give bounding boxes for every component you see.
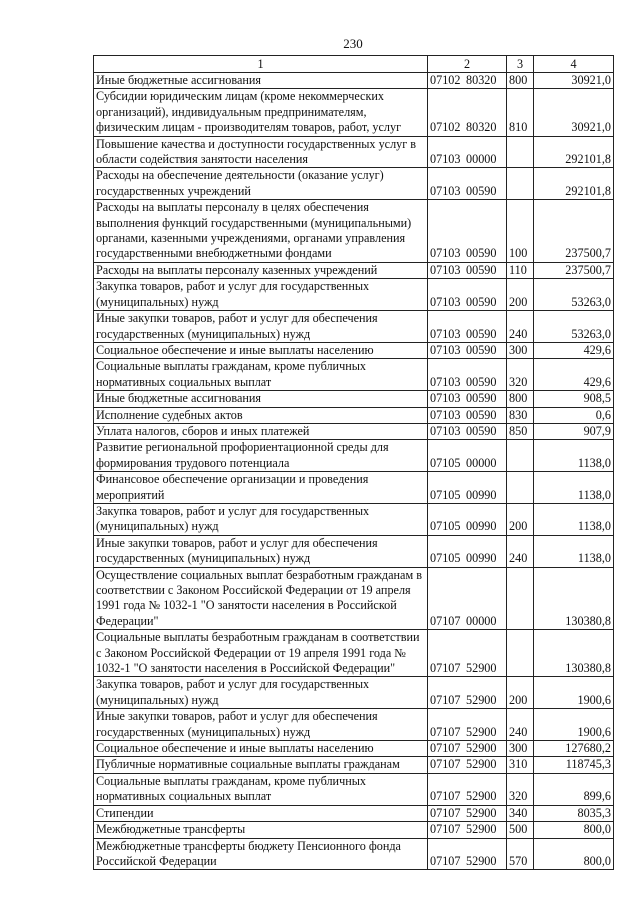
row-expense-kind: 240 [507, 311, 534, 343]
row-expense-kind [507, 567, 534, 630]
row-expense-kind: 300 [507, 342, 534, 358]
header-col-1: 1 [94, 56, 428, 73]
table-row [94, 200, 614, 263]
row-code [428, 136, 507, 168]
row-amount: 130380,8 [534, 630, 614, 677]
row-code-direction: 52900 [466, 757, 497, 772]
table-row [94, 279, 614, 311]
row-code-direction: 00590 [466, 183, 497, 198]
row-code [428, 773, 507, 805]
row-name: Развитие региональной профориентационной среды для формирования трудового потенциала [94, 440, 428, 472]
row-code [428, 311, 507, 343]
row-code-program: 07107 [430, 853, 461, 868]
row-expense-kind: 810 [507, 89, 534, 136]
row-code-program: 07107 [430, 789, 461, 804]
row-expense-kind: 850 [507, 423, 534, 439]
table-row [94, 535, 614, 567]
row-code-program: 07103 [430, 407, 461, 422]
row-amount: 127680,2 [534, 741, 614, 757]
row-code-direction: 80320 [466, 120, 497, 135]
row-name: Уплата налогов, сборов и иных платежей [94, 423, 428, 439]
row-code [428, 741, 507, 757]
row-code-program: 07103 [430, 262, 461, 277]
row-name: Социальное обеспечение и иные выплаты населению [94, 342, 428, 358]
row-expense-kind: 320 [507, 359, 534, 391]
row-amount: 1138,0 [534, 503, 614, 535]
row-code-program: 07103 [430, 326, 461, 341]
row-code-program: 07107 [430, 805, 461, 820]
row-amount: 429,6 [534, 359, 614, 391]
header-col-4: 4 [534, 56, 614, 73]
row-code-program: 07107 [430, 692, 461, 707]
row-name: Повышение качества и доступности государственных услуг в области содействия занятости населения [94, 136, 428, 168]
row-expense-kind: 320 [507, 773, 534, 805]
row-amount: 1900,6 [534, 677, 614, 709]
row-amount: 1138,0 [534, 535, 614, 567]
row-name: Иные закупки товаров, работ и услуг для обеспечения государственных (муниципальных) нужд [94, 311, 428, 343]
row-code-direction: 00990 [466, 551, 497, 566]
row-code-program: 07105 [430, 455, 461, 470]
row-code [428, 838, 507, 870]
row-code [428, 535, 507, 567]
table-row [94, 709, 614, 741]
row-code-program: 07107 [430, 757, 461, 772]
row-expense-kind [507, 440, 534, 472]
row-name: Социальные выплаты гражданам, кроме публичных нормативных социальных выплат [94, 773, 428, 805]
row-expense-kind: 300 [507, 741, 534, 757]
row-code-direction: 00590 [466, 423, 497, 438]
row-code-direction: 52900 [466, 789, 497, 804]
row-expense-kind: 240 [507, 535, 534, 567]
row-code-program: 07103 [430, 152, 461, 167]
row-name: Исполнение судебных актов [94, 407, 428, 423]
row-amount: 237500,7 [534, 262, 614, 278]
row-amount: 53263,0 [534, 311, 614, 343]
row-code-program: 07103 [430, 423, 461, 438]
row-code-direction: 52900 [466, 853, 497, 868]
row-code [428, 423, 507, 439]
budget-table [93, 55, 614, 870]
row-code-direction: 52900 [466, 724, 497, 739]
row-code [428, 89, 507, 136]
table-row [94, 391, 614, 407]
row-code-program: 07103 [430, 374, 461, 389]
table-row [94, 262, 614, 278]
row-code-direction: 52900 [466, 822, 497, 837]
row-amount: 0,6 [534, 407, 614, 423]
page-number: 230 [343, 36, 363, 51]
row-code [428, 567, 507, 630]
row-code-direction: 00590 [466, 246, 497, 261]
row-code-direction: 52900 [466, 741, 497, 756]
row-code-direction: 00590 [466, 326, 497, 341]
row-code [428, 359, 507, 391]
row-name: Иные закупки товаров, работ и услуг для обеспечения государственных (муниципальных) нужд [94, 709, 428, 741]
row-code-direction: 52900 [466, 661, 497, 676]
row-code-direction: 00000 [466, 613, 497, 628]
row-code-program: 07107 [430, 724, 461, 739]
row-code [428, 630, 507, 677]
row-expense-kind [507, 472, 534, 504]
row-name: Закупка товаров, работ и услуг для государственных (муниципальных) нужд [94, 503, 428, 535]
row-name: Социальное обеспечение и иные выплаты населению [94, 741, 428, 757]
table-row [94, 773, 614, 805]
row-code [428, 757, 507, 773]
row-amount: 30921,0 [534, 73, 614, 89]
row-name: Межбюджетные трансферты бюджету Пенсионного фонда Российской Федерации [94, 838, 428, 870]
row-code-direction: 00590 [466, 407, 497, 422]
table-header-row [94, 56, 614, 73]
row-amount: 30921,0 [534, 89, 614, 136]
row-expense-kind: 200 [507, 279, 534, 311]
row-code [428, 391, 507, 407]
table-row [94, 805, 614, 821]
row-expense-kind: 830 [507, 407, 534, 423]
row-amount: 292101,8 [534, 168, 614, 200]
row-code-program: 07103 [430, 391, 461, 406]
row-code-program: 07102 [430, 73, 461, 87]
table-row [94, 73, 614, 89]
table-row [94, 503, 614, 535]
table-row [94, 311, 614, 343]
table-row [94, 757, 614, 773]
row-code [428, 709, 507, 741]
row-name: Закупка товаров, работ и услуг для государственных (муниципальных) нужд [94, 677, 428, 709]
row-code [428, 805, 507, 821]
row-code-direction: 00590 [466, 294, 497, 309]
row-code-direction: 00990 [466, 487, 497, 502]
row-code [428, 822, 507, 838]
table-row [94, 407, 614, 423]
row-name: Расходы на выплаты персоналу в целях обеспечения выполнения функций государственными (муниципальными) органами, казенными учреждениями, органами управления государственными внебюджетными фондами [94, 200, 428, 263]
row-code [428, 677, 507, 709]
row-expense-kind: 200 [507, 503, 534, 535]
row-code-direction: 52900 [466, 692, 497, 707]
table-row [94, 440, 614, 472]
table-row [94, 423, 614, 439]
row-code-program: 07105 [430, 487, 461, 502]
row-amount: 899,6 [534, 773, 614, 805]
row-code [428, 440, 507, 472]
row-code-program: 07107 [430, 661, 461, 676]
row-code-direction: 00990 [466, 519, 497, 534]
row-code-program: 07103 [430, 183, 461, 198]
row-code-direction: 00590 [466, 342, 497, 357]
row-code [428, 262, 507, 278]
row-code-direction: 00000 [466, 152, 497, 167]
header-col-2: 2 [428, 56, 507, 73]
row-code-program: 07103 [430, 246, 461, 261]
table-row [94, 472, 614, 504]
row-name: Социальные выплаты гражданам, кроме публичных нормативных социальных выплат [94, 359, 428, 391]
row-amount: 130380,8 [534, 567, 614, 630]
row-code-program: 07107 [430, 822, 461, 837]
row-code-program: 07103 [430, 342, 461, 357]
row-code [428, 200, 507, 263]
row-expense-kind [507, 136, 534, 168]
table-row [94, 567, 614, 630]
row-amount: 8035,3 [534, 805, 614, 821]
row-expense-kind: 240 [507, 709, 534, 741]
row-name: Публичные нормативные социальные выплаты гражданам [94, 757, 428, 773]
row-name: Иные бюджетные ассигнования [94, 391, 428, 407]
row-expense-kind: 110 [507, 262, 534, 278]
table-row [94, 741, 614, 757]
table-row [94, 342, 614, 358]
row-code [428, 168, 507, 200]
row-code-direction: 52900 [466, 805, 497, 820]
table-row [94, 168, 614, 200]
row-name: Финансовое обеспечение организации и проведения мероприятий [94, 472, 428, 504]
row-code [428, 503, 507, 535]
row-name: Стипендии [94, 805, 428, 821]
table-row [94, 838, 614, 870]
row-code [428, 279, 507, 311]
row-amount: 237500,7 [534, 200, 614, 263]
row-code-direction: 00000 [466, 455, 497, 470]
row-amount: 292101,8 [534, 136, 614, 168]
row-name: Социальные выплаты безработным гражданам в соответствии с Законом Российской Федерации от 19 апреля 1991 года № 1032-1 "О занятости населения в Российской Федерации" [94, 630, 428, 677]
row-code-program: 07107 [430, 613, 461, 628]
row-expense-kind: 570 [507, 838, 534, 870]
row-code [428, 472, 507, 504]
table-row [94, 677, 614, 709]
row-expense-kind: 800 [507, 73, 534, 89]
row-amount: 118745,3 [534, 757, 614, 773]
row-amount: 53263,0 [534, 279, 614, 311]
row-code-program: 07105 [430, 519, 461, 534]
row-expense-kind: 340 [507, 805, 534, 821]
table-row [94, 359, 614, 391]
row-name: Субсидии юридическим лицам (кроме некоммерческих организаций), индивидуальным предпринимателям, физическим лицам - производителям товаров, работ, услуг [94, 89, 428, 136]
row-name: Иные бюджетные ассигнования [94, 73, 428, 89]
row-code-direction: 80320 [466, 73, 497, 87]
row-expense-kind [507, 168, 534, 200]
row-amount: 429,6 [534, 342, 614, 358]
row-name: Иные закупки товаров, работ и услуг для обеспечения государственных (муниципальных) нужд [94, 535, 428, 567]
row-code-direction: 00590 [466, 374, 497, 389]
row-code [428, 73, 507, 89]
row-amount: 1138,0 [534, 472, 614, 504]
row-code-program: 07105 [430, 551, 461, 566]
row-amount: 800,0 [534, 838, 614, 870]
row-expense-kind: 310 [507, 757, 534, 773]
row-code-program: 07103 [430, 294, 461, 309]
row-amount: 908,5 [534, 391, 614, 407]
table-row [94, 630, 614, 677]
row-code-program: 07107 [430, 741, 461, 756]
row-expense-kind: 100 [507, 200, 534, 263]
row-name: Закупка товаров, работ и услуг для государственных (муниципальных) нужд [94, 279, 428, 311]
row-code [428, 407, 507, 423]
row-code-direction: 00590 [466, 262, 497, 277]
row-code-direction: 00590 [466, 391, 497, 406]
row-expense-kind: 200 [507, 677, 534, 709]
row-expense-kind: 500 [507, 822, 534, 838]
row-code-program: 07102 [430, 120, 461, 135]
row-name: Расходы на выплаты персоналу казенных учреждений [94, 262, 428, 278]
row-amount: 1138,0 [534, 440, 614, 472]
row-expense-kind [507, 630, 534, 677]
row-name: Осуществление социальных выплат безработным гражданам в соответствии с Законом Российской Федерации от 19 апреля 1991 года № 1032-1 "О занятости населения в Российской Федерации" [94, 567, 428, 630]
row-amount: 800,0 [534, 822, 614, 838]
row-expense-kind: 800 [507, 391, 534, 407]
table-row [94, 89, 614, 136]
header-col-3: 3 [507, 56, 534, 73]
table-row [94, 822, 614, 838]
row-amount: 907,9 [534, 423, 614, 439]
row-code [428, 342, 507, 358]
row-amount: 1900,6 [534, 709, 614, 741]
row-name: Межбюджетные трансферты [94, 822, 428, 838]
table-row [94, 136, 614, 168]
row-name: Расходы на обеспечение деятельности (оказание услуг) государственных учреждений [94, 168, 428, 200]
